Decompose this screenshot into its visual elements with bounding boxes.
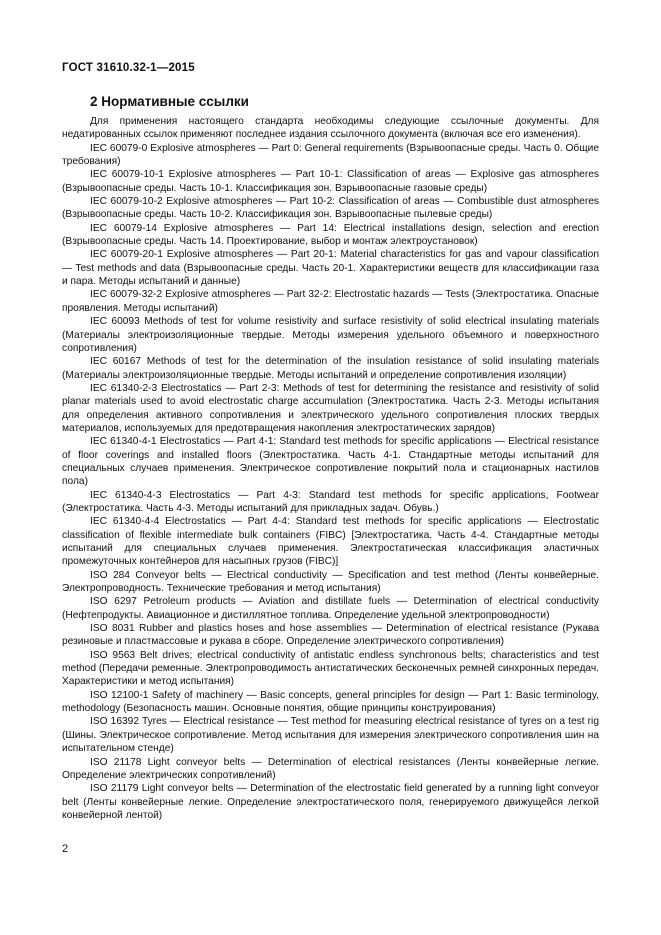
- section-title: 2 Нормативные ссылки: [90, 94, 249, 109]
- page-number: 2: [62, 843, 69, 855]
- reference-item: ISO 12100-1 Safety of machinery — Basic concepts, general principles for design — Part 1: Basic terminology, methodology (Безопасность машин. Основные понятия, общие принципы конструирования): [62, 689, 599, 715]
- document-header: ГОСТ 31610.32-1—2015: [62, 62, 195, 74]
- reference-item: IEC 61340-2-3 Electrostatics — Part 2-3: Methods of test for determining the resistance and resistivity of solid planar materials used to avoid electrostatic charge accumulation (Электростатика. Часть 2-3. Методы испытания для определения активного сопротивления и электрического удельного сопротивления плоских твердых материалов, используемых для предотвращения накопления электростатических зарядов): [62, 382, 599, 434]
- reference-item: IEC 60079-10-1 Explosive atmospheres — Part 10-1: Classification of areas — Explosive gas atmospheres (Взрывоопасные среды. Часть 10-1. Классификация зон. Взрывоопасные газовые среды): [62, 169, 599, 194]
- reference-item: IEC 60079-20-1 Explosive atmospheres — Part 20-1: Material characteristics for gas and vapour classification — Test methods and data (Взрывоопасные среды. Часть 20-1. Характеристики веществ для классификации газа и пара. Методы испытаний и данные): [62, 249, 599, 288]
- reference-item: IEC 60079-0 Explosive atmospheres — Part 0: General requirements (Взрывоопасные среды. Часть 0. Общие требования): [62, 142, 599, 168]
- intro-paragraph: Для применения настоящего стандарта необходимы следующие ссылочные документы. Для недатированных ссылок применяют последнее издания ссылочного документа (включая все его изменения).: [62, 116, 599, 141]
- references-list: [62, 115, 599, 822]
- reference-item: ISO 8031 Rubber and plastics hoses and hose assemblies — Determination of electrical resistance (Рукава резиновые и пластмассовые и рукава в сборе. Определение электрического сопротивления): [62, 623, 599, 648]
- reference-item: IEC 61340-4-1 Electrostatics — Part 4-1: Standard test methods for specific applications — Electrical resistance of floor coverings and installed floors (Электростатика. Часть 4-1. Стандартные методы испытаний для специальных случаев применения. Электрическое сопротивление покрытий пола и стационарных настилов пола): [62, 436, 599, 488]
- reference-item: IEC 60167 Methods of test for the determination of the insulation resistance of solid insulating materials (Материалы электроизоляционные твердые. Методы испытаний и определение сопротивления изоляции): [62, 356, 599, 381]
- reference-item: IEC 60079-10-2 Explosive atmospheres — Part 10-2: Classification of areas — Combustible dust atmospheres (Взрывоопасные среды. Часть 10-2. Классификация зон. Взрывоопасные пылевые среды): [62, 196, 599, 221]
- reference-item: ISO 21179 Light conveyor belts — Determination of the electrostatic field generated by a running light conveyor belt (Ленты конвейерные легкие. Определение электростатического поля, генерируемого движущейся легкой конвейерной лентой): [62, 783, 599, 821]
- reference-item: IEC 61340-4-4 Electrostatics — Part 4-4: Standard test methods for specific applications — Electrostatic classification of flexible intermediate bulk containers (FIBC) [Электростатика. Часть 4-4. Стандартные методы испытаний для специальных случаев применения. Электростатическая классификация эластичных промежуточных контейнеров для насыпных грузов (FIBC)]: [62, 516, 599, 568]
- reference-item: IEC 61340-4-3 Electrostatics — Part 4-3: Standard test methods for specific applications, Footwear (Электростатика. Часть 4-3. Методы испытаний для прикладных задач. Обувь.): [62, 489, 599, 514]
- reference-item: ISO 284 Conveyor belts — Electrical conductivity — Specification and test method (Ленты конвейерные. Электропроводность. Технические требования и метод испытания): [62, 569, 599, 595]
- reference-item: IEC 60079-32-2 Explosive atmospheres — Part 32-2: Electrostatic hazards — Tests (Электростатика. Опасные проявления. Методы испытаний): [62, 289, 599, 314]
- reference-item: ISO 21178 Light conveyor belts — Determination of electrical resistances (Ленты конвейерные легкие. Определение электрических сопротивлений): [62, 756, 599, 781]
- reference-item: ISO 9563 Belt drives; electrical conductivity of antistatic endless synchronous belts; characteristics and test method (Передачи ременные. Электропроводимость антистатических бесконечных ремней синхронных передач. Характеристики и метод испытания): [62, 649, 599, 688]
- reference-item: IEC 60093 Methods of test for volume resistivity and surface resistivity of solid electrical insulating materials (Материалы электроизоляционные твердые. Методы измерения удельного объемного и поверхностного сопротивления): [62, 316, 599, 354]
- reference-item: ISO 16392 Tyres — Electrical resistance — Test method for measuring electrical resistance of tyres on a test rig (Шины. Электрическое сопротивление. Метод испытания для измерения электрического сопротивления шин на испытательном стенде): [62, 716, 599, 755]
- reference-item: IEC 60079-14 Explosive atmospheres — Part 14: Electrical installations design, selection and erection (Взрывоопасные среды. Часть 14. Проектирование, выбор и монтаж электроустановок): [62, 222, 599, 248]
- reference-item: ISO 6297 Petroleum products — Aviation and distillate fuels — Determination of electrical conductivity (Нефтепродукты. Авиационное и дистиллятное топлива. Определение удельной электропроводности): [62, 596, 599, 621]
